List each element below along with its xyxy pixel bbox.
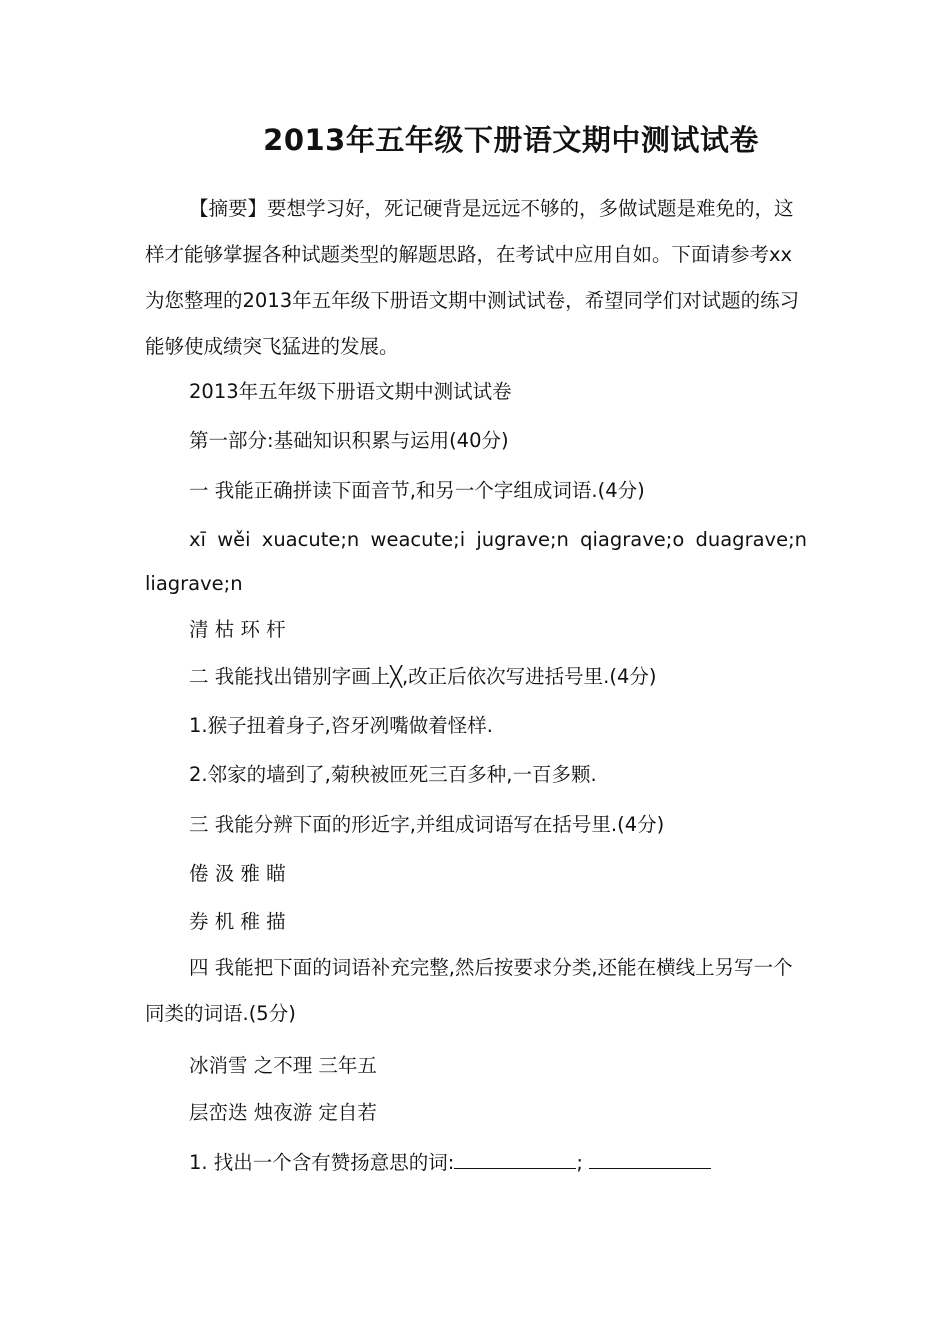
- q4-task-1-label: 1. 找出一个含有赞扬意思的词:: [189, 1151, 455, 1174]
- q4-row-2: 层峦迭 烛夜游 定自若: [189, 1101, 377, 1124]
- pinyin-item: liagrave;n: [145, 572, 243, 595]
- q2-sentence-2: 2.邻家的墙到了,菊秧被匝死三百多种,一百多颗.: [189, 763, 597, 786]
- q1-characters: 清 枯 环 杆: [189, 618, 286, 641]
- pinyin-item: xī: [189, 528, 206, 551]
- answer-blank-1[interactable]: [454, 1150, 576, 1169]
- q4-task-1-separator: ;: [576, 1151, 583, 1174]
- q3-row-1: 倦 汲 雅 瞄: [189, 862, 286, 885]
- answer-blank-2[interactable]: [589, 1150, 711, 1169]
- pinyin-item: wěi: [217, 528, 251, 551]
- q3-heading: 三 我能分辨下面的形近字,并组成词语写在括号里.(4分): [189, 813, 665, 836]
- q4-task-1: [189, 1148, 711, 1178]
- q2-sentence-1: 1.猴子扭着身子,咨牙冽嘴做着怪样.: [189, 714, 494, 737]
- document-title: 2013年五年级下册语文期中测试试卷: [263, 123, 759, 157]
- pinyin-item: jugrave;n: [476, 528, 569, 551]
- q1-pinyin-row: [189, 525, 807, 555]
- part1-heading: 第一部分:基础知识积累与运用(40分): [189, 429, 509, 452]
- pinyin-item: weacute;i: [370, 528, 466, 551]
- q3-row-2: 券 机 稚 描: [189, 910, 286, 933]
- pinyin-item: qiagrave;o: [580, 528, 685, 551]
- exam-subtitle: 2013年五年级下册语文期中测试试卷: [189, 380, 512, 403]
- q1-heading: 一 我能正确拼读下面音节,和另一个字组成词语.(4分): [189, 479, 645, 502]
- pinyin-item: duagrave;n: [695, 528, 807, 551]
- pinyin-item: xuacute;n: [261, 528, 360, 551]
- summary-paragraph: 【摘要】要想学习好，死记硬背是远远不够的，多做试题是难免的，这样才能够掌握各种试题类型的解题思路，在考试中应用自如。下面请参考xx为您整理的2013年五年级下册语文期中测试试卷，希望同学们对试题的练习能够使成绩突飞猛进的发展。: [145, 197, 800, 358]
- q2-heading: 二 我能找出错别字画上╳,改正后依次写进括号里.(4分): [189, 665, 657, 688]
- q4-row-1: 冰消雪 之不理 三年五: [189, 1054, 377, 1077]
- q4-heading: 四 我能把下面的词语补充完整,然后按要求分类,还能在横线上另写一个同类的词语.(5分): [145, 956, 793, 1025]
